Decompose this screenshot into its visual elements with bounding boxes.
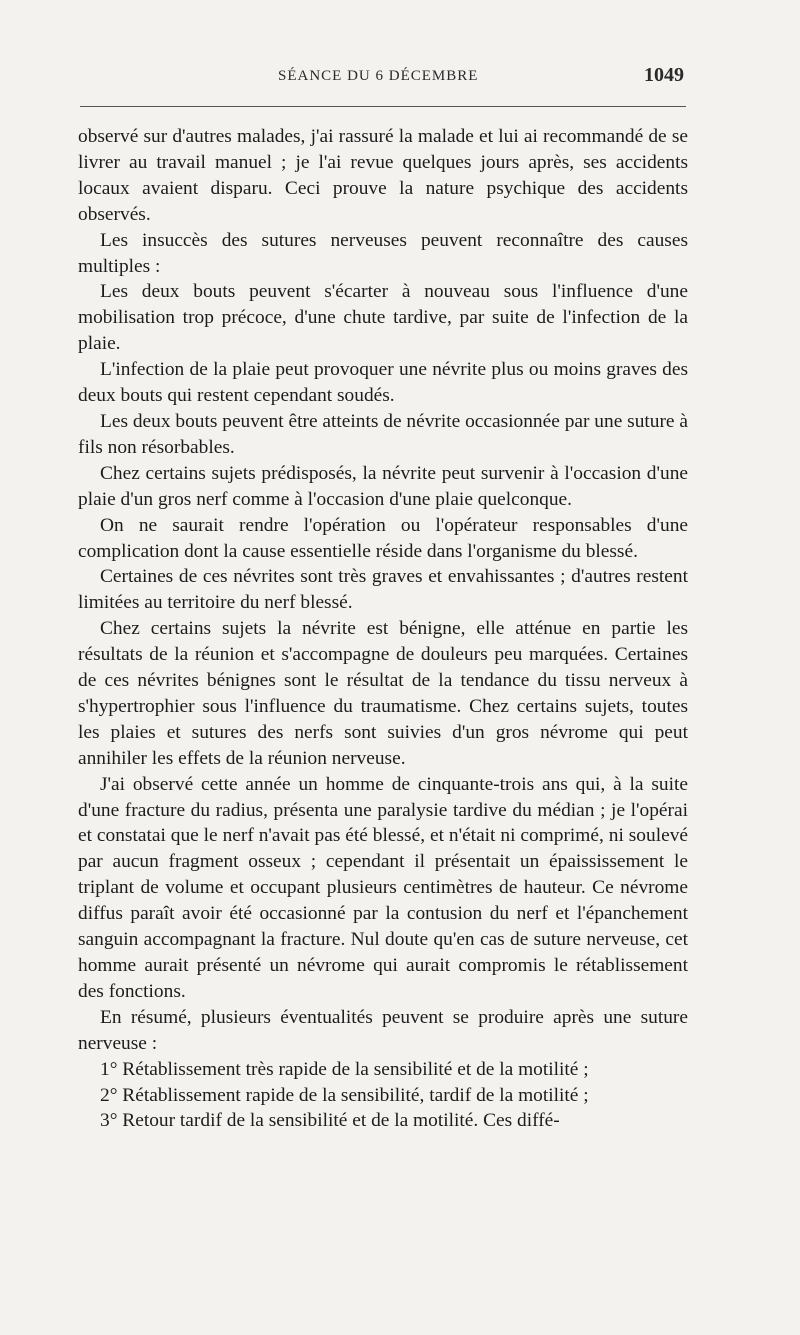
paragraph: Chez certains sujets la névrite est bénigne, elle atténue en partie les résultats de la réunion et s'accompagne de douleurs peu marquées. Certaines de ces névrites bénignes sont le résultat de la tendance du tissu nerveux à s'hypertrophier sous l'influence du traumatisme. Chez certains sujets, toutes les plaies et sutures des nerfs sont suivies d'un gros névrome qui peut annihiler les effets de la réunion nerveuse. <box>78 618 688 769</box>
paragraph: Certaines de ces névrites sont très graves et envahissantes ; d'autres restent limitées au territoire du nerf blessé. <box>78 566 688 614</box>
list-item: 3° Retour tardif de la sensibilité et de la motilité. Ces diffé- <box>100 1110 560 1132</box>
paragraph: Les deux bouts peuvent être atteints de névrite occasionnée par une suture à fils non résorbables. <box>78 410 688 458</box>
paragraph: observé sur d'autres malades, j'ai rassuré la malade et lui ai recommandé de se livrer au travail manuel ; je l'ai revue quelques jours après, ses accidents locaux avaient disparu. Ceci prouve la nature psychique des accidents observés. <box>78 126 688 225</box>
paragraph: En résumé, plusieurs éventualités peuvent se produire après une suture nerveuse : <box>78 1006 688 1054</box>
header-rule <box>80 106 686 107</box>
paragraph: On ne saurait rendre l'opération ou l'opérateur responsables d'une complication dont la cause essentielle réside dans l'organisme du blessé. <box>78 514 688 562</box>
page-header <box>78 62 688 92</box>
body-text <box>78 124 688 1134</box>
paragraph: J'ai observé cette année un homme de cinquante-trois ans qui, à la suite d'une fracture du radius, présenta une paralysie tardive du médian ; je l'opérai et constatai que le nerf n'avait pas été blessé, et n'était ni comprimé, ni soulevé par aucun fragment osseux ; cependant il présentait un épaississement le triplant de volume et occupant plusieurs centimètres de hauteur. Ce névrome diffus paraît avoir été occasionné par la contusion du nerf et l'épanchement sanguin accompagnant la fracture. Nul doute qu'en cas de suture nerveuse, cet homme aurait présenté un névrome qui aurait compromis le rétablissement des fonctions. <box>78 773 688 1002</box>
paragraph: Les insuccès des sutures nerveuses peuvent reconnaître des causes multiples : <box>78 229 688 277</box>
running-title: SÉANCE DU 6 DÉCEMBRE <box>278 68 479 84</box>
paragraph: Chez certains sujets prédisposés, la névrite peut survenir à l'occasion d'une plaie d'un gros nerf comme à l'occasion d'une plaie quelconque. <box>78 462 688 510</box>
page-number: 1049 <box>644 64 684 86</box>
list-item: 2° Rétablissement rapide de la sensibilité, tardif de la motilité ; <box>100 1084 589 1106</box>
list-item: 1° Rétablissement très rapide de la sensibilité et de la motilité ; <box>100 1058 589 1080</box>
paragraph: L'infection de la plaie peut provoquer une névrite plus ou moins graves des deux bouts qui restent cependant soudés. <box>78 359 688 407</box>
paragraph: Les deux bouts peuvent s'écarter à nouveau sous l'influence d'une mobilisation trop précoce, d'une chute tardive, par suite de l'infection de la plaie. <box>78 281 688 355</box>
